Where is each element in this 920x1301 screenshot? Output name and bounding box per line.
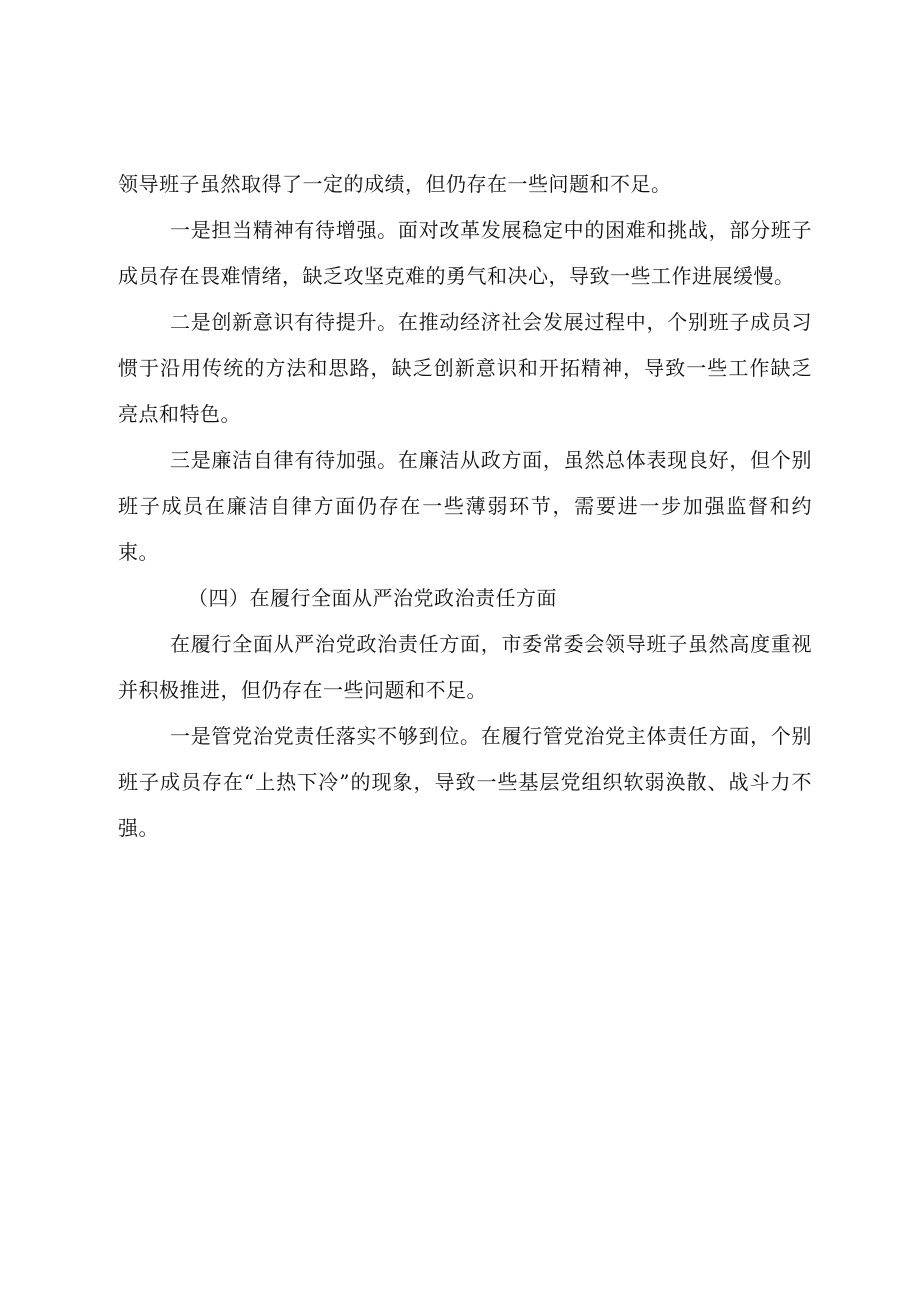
paragraph-point-1: 一是担当精神有待增强。面对改革发展稳定中的困难和挑战，部分班子成员存在畏难情绪，缺乏攻坚克难的勇气和决心，导致一些工作进展缓慢。: [118, 218, 812, 288]
paragraph-point-3: 三是廉洁自律有待加强。在廉洁从政方面，虽然总体表现良好，但个别班子成员在廉洁自律方面仍存在一些薄弱环节，需要进一步加强监督和约束。: [118, 448, 812, 564]
document-body: [118, 161, 812, 851]
paragraph-intro: 领导班子虽然取得了一定的成绩，但仍存在一些问题和不足。: [118, 172, 672, 196]
paragraph-point-2: 二是创新意识有待提升。在推动经济社会发展过程中，个别班子成员习惯于沿用传统的方法和思路，缺乏创新意识和开拓精神，导致一些工作缺乏亮点和特色。: [118, 310, 812, 426]
section-heading-4: （四）在履行全面从严治党政治责任方面: [188, 586, 557, 610]
paragraph-section-4-point-1: 一是管党治党责任落实不够到位。在履行管党治党主体责任方面，个别班子成员存在“上热下冷”的现象，导致一些基层党组织软弱涣散、战斗力不强。: [118, 724, 812, 840]
paragraph-section-4-intro: 在履行全面从严治党政治责任方面，市委常委会领导班子虽然高度重视并积极推进，但仍存在一些问题和不足。: [118, 632, 812, 702]
